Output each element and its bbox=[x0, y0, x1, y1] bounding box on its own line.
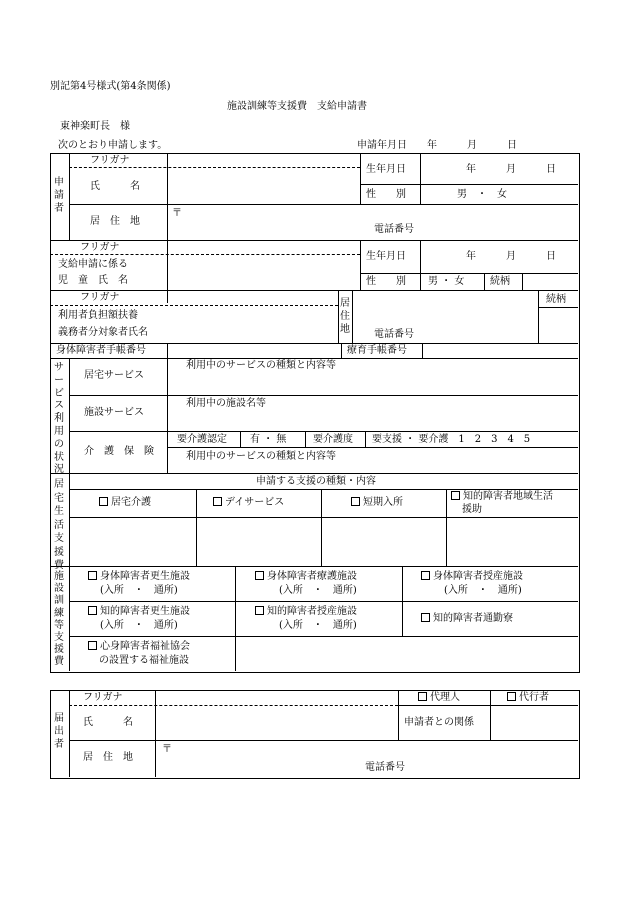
option-intellectual-work-type[interactable]: (入所 ・ 通所) bbox=[279, 620, 357, 631]
applicant-sex-value[interactable]: 男 ・ 女 bbox=[457, 189, 507, 200]
guardian-furigana-label: フリガナ bbox=[80, 292, 120, 303]
notifier-section-label: 届出者 bbox=[54, 713, 64, 750]
applicant-address-label: 居 住 地 bbox=[90, 216, 140, 227]
facility-service-desc: 利用中の施設名等 bbox=[186, 398, 266, 409]
notifier-name-field[interactable] bbox=[160, 708, 396, 738]
child-label-2: 児 童 氏 名 bbox=[58, 275, 128, 286]
form-title: 施設訓練等支援費 支給申請書 bbox=[227, 101, 367, 112]
physical-handbook-label: 身体障害者手帳番号 bbox=[56, 345, 146, 356]
notifier-postal-mark: 〒 bbox=[162, 744, 172, 755]
home-service-label: 居宅サービス bbox=[84, 370, 144, 381]
applicant-sex-label: 性 別 bbox=[366, 189, 406, 200]
option-physical-work-type[interactable]: (入所 ・ 通所) bbox=[444, 585, 522, 596]
option-intellectual-rehab-type[interactable]: (入所 ・ 通所) bbox=[100, 620, 178, 631]
option-physical-rehab-type[interactable]: (入所 ・ 通所) bbox=[100, 585, 178, 596]
relation-to-applicant-label: 申請者との関係 bbox=[404, 717, 474, 728]
care-level-label: 要介護度 bbox=[313, 434, 353, 445]
home-support-header: 申請する支援の種類・内容 bbox=[256, 476, 376, 487]
option-group-living-2: 援助 bbox=[462, 504, 482, 515]
checkbox-icon bbox=[255, 606, 264, 615]
option-intellectual-rehab[interactable]: 知的障害者更生施設 bbox=[88, 606, 190, 618]
guardian-address-label: 居住地 bbox=[340, 298, 350, 335]
checkbox-icon bbox=[88, 606, 97, 615]
option-intellectual-work[interactable]: 知的障害者授産施設 bbox=[255, 606, 357, 618]
option-physical-care[interactable]: 身体障害者療護施設 bbox=[255, 571, 357, 583]
child-relation-label: 続柄 bbox=[490, 276, 510, 287]
facility-support-section-label: 施設訓練等支援費 bbox=[54, 571, 64, 668]
applicant-section-label: 申請者 bbox=[54, 177, 64, 214]
home-support-section-label: 居宅生活支援費 bbox=[54, 479, 64, 571]
applicant-birth-label: 生年月日 bbox=[366, 164, 406, 175]
applicant-birth-value[interactable]: 年 月 日 bbox=[466, 164, 556, 175]
checkbox-icon bbox=[421, 613, 430, 622]
checkbox-icon bbox=[351, 497, 360, 506]
option-physical-work[interactable]: 身体障害者授産施設 bbox=[421, 571, 523, 583]
option-proxy[interactable]: 代理人 bbox=[418, 692, 460, 704]
addressee: 東神楽町長 様 bbox=[60, 121, 130, 132]
option-welfare-association-2: の設置する福祉施設 bbox=[99, 655, 189, 666]
ryoiku-handbook-label: 療育手帳番号 bbox=[347, 345, 407, 356]
option-physical-rehab[interactable]: 身体障害者更生施設 bbox=[88, 571, 190, 583]
child-birth-label: 生年月日 bbox=[366, 251, 406, 262]
child-sex-value[interactable]: 男 ・ 女 bbox=[428, 276, 465, 287]
checkbox-icon bbox=[88, 571, 97, 580]
notifier-name-label: 氏 名 bbox=[83, 717, 133, 728]
facility-service-label: 施設サービス bbox=[84, 407, 144, 418]
option-physical-care-type[interactable]: (入所 ・ 通所) bbox=[279, 585, 357, 596]
checkbox-icon bbox=[507, 692, 516, 701]
notifier-phone-label: 電話番号 bbox=[365, 762, 405, 773]
care-insurance-label: 介 護 保 険 bbox=[84, 446, 154, 457]
checkbox-icon bbox=[451, 491, 460, 500]
guardian-relation-label: 続柄 bbox=[546, 294, 566, 305]
application-date[interactable]: 申請年月日 年 月 日 bbox=[357, 140, 517, 151]
checkbox-icon bbox=[213, 497, 222, 506]
form-number: 別記第4号様式(第4条関係) bbox=[50, 81, 171, 92]
home-service-desc: 利用中のサービスの種類と内容等 bbox=[186, 360, 336, 371]
applicant-name-field[interactable] bbox=[172, 165, 358, 201]
notifier-furigana-label: フリガナ bbox=[83, 692, 123, 703]
applicant-phone-label: 電話番号 bbox=[374, 224, 414, 235]
child-furigana-label: フリガナ bbox=[80, 242, 120, 253]
option-group-living[interactable]: 知的障害者地域生活 bbox=[451, 491, 553, 503]
guardian-phone-label: 電話番号 bbox=[374, 329, 414, 340]
option-intellectual-dorm[interactable]: 知的障害者通勤寮 bbox=[421, 613, 513, 625]
applicant-name-label: 氏 名 bbox=[90, 181, 140, 192]
care-service-desc: 利用中のサービスの種類と内容等 bbox=[186, 451, 336, 462]
option-agent[interactable]: 代行者 bbox=[507, 692, 549, 704]
notifier-address-label: 居 住 地 bbox=[83, 752, 133, 763]
guardian-label-2: 義務者分対象者氏名 bbox=[58, 327, 148, 338]
option-welfare-association[interactable]: 心身障害者福祉協会 bbox=[88, 641, 190, 653]
checkbox-icon bbox=[418, 692, 427, 701]
option-short-stay[interactable]: 短期入所 bbox=[351, 497, 403, 509]
applicant-furigana-label: フリガナ bbox=[90, 155, 130, 166]
checkbox-icon bbox=[255, 571, 264, 580]
care-cert-label: 要介護認定 bbox=[177, 434, 227, 445]
intro-text: 次のとおり申請します。 bbox=[58, 140, 168, 151]
usage-section-label: サービス利用の状況 bbox=[54, 362, 64, 476]
child-label-1: 支給申請に係る bbox=[58, 259, 128, 270]
care-level-value[interactable]: 要支援 ・ 要介護 1 2 3 4 5 bbox=[372, 434, 531, 445]
checkbox-icon bbox=[88, 641, 97, 650]
guardian-label-1: 利用者負担額扶養 bbox=[58, 310, 138, 321]
child-birth-value[interactable]: 年 月 日 bbox=[466, 251, 556, 262]
applicant-postal-mark: 〒 bbox=[172, 208, 182, 219]
option-day-service[interactable]: デイサービス bbox=[213, 497, 284, 509]
option-home-care[interactable]: 居宅介護 bbox=[99, 497, 151, 509]
care-cert-value[interactable]: 有 ・ 無 bbox=[250, 434, 287, 445]
checkbox-icon bbox=[421, 571, 430, 580]
checkbox-icon bbox=[99, 497, 108, 506]
child-sex-label: 性 別 bbox=[366, 276, 406, 287]
